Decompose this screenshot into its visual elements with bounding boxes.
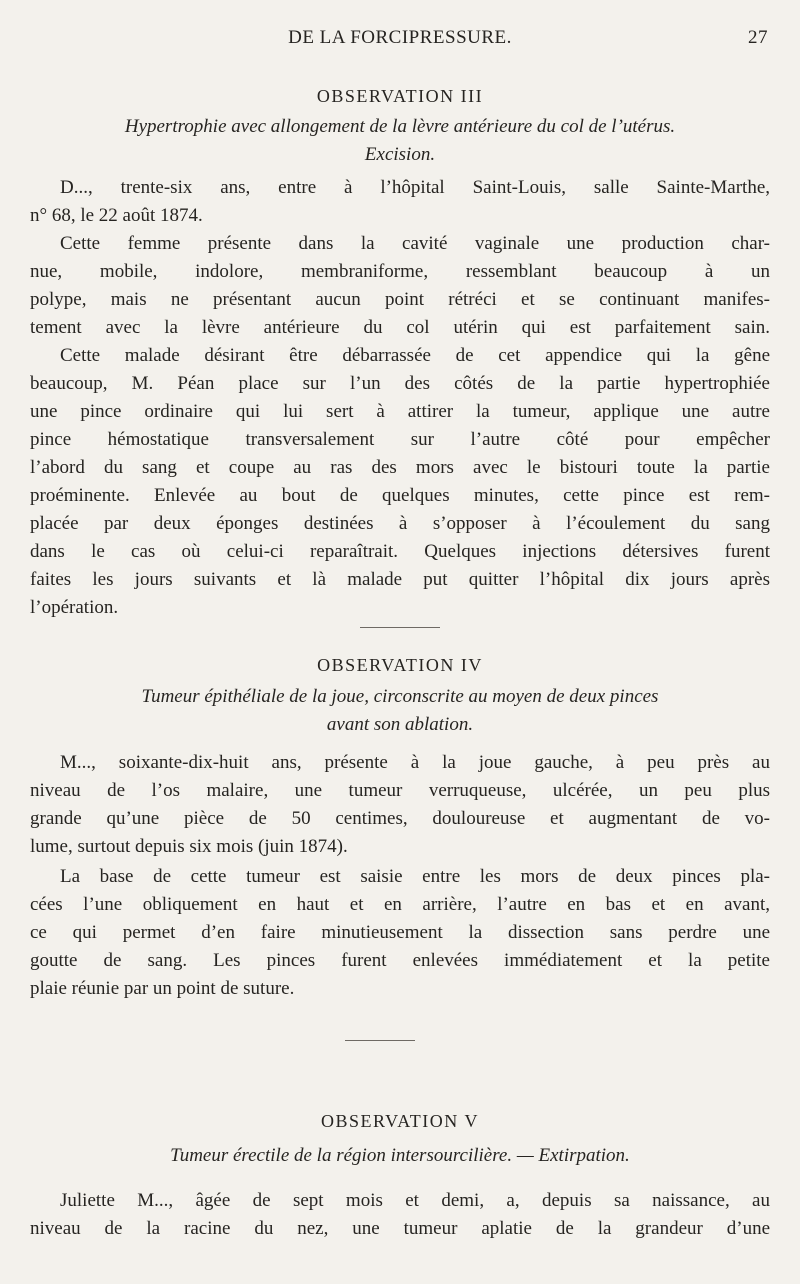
text-line: grande qu’une pièce de 50 centimes, douloureuse et augmentant de vo- [30,808,770,829]
text-line: une pince ordinaire qui lui sert à attirer la tumeur, applique une autre [30,401,770,422]
text-line: D..., trente-six ans, entre à l’hôpital Saint-Louis, salle Sainte-Marthe, [60,177,770,198]
observation-5-title: OBSERVATION V [321,1111,479,1131]
text-line: dans le cas où celui-ci reparaîtrait. Quelques injections détersives furent [30,541,770,562]
text-line: l’opération. [30,597,119,618]
observation-3-subtitle-line: Excision. [364,144,436,165]
text-line: polype, mais ne présentant aucun point rétréci et se continuant manifes- [30,289,770,310]
text-line: tement avec la lèvre antérieure du col utérin qui est parfaitement sain. [30,317,770,338]
text-line: pince hémostatique transversalement sur l’autre côté pour empêcher [30,429,770,450]
text-line: faites les jours suivants et là malade put quitter l’hôpital dix jours après [30,569,770,590]
text-line: placée par deux éponges destinées à s’opposer à l’écoulement du sang [30,513,770,534]
text-line: goutte de sang. Les pinces furent enlevées immédiatement et la petite [30,950,770,971]
text-line: La base de cette tumeur est saisie entre les mors de deux pinces pla- [60,866,770,887]
observation-3-subtitle-line: Hypertrophie avec allongement de la lèvre antérieure du col de l’utérus. [124,116,676,137]
text-line: M..., soixante-dix-huit ans, présente à la joue gauche, à peu près au [60,752,770,773]
running-head-title: DE LA FORCIPRESSURE. [288,27,512,48]
running-head [0,27,800,51]
text-line: nue, mobile, indolore, membraniforme, ressemblant beaucoup à un [30,261,770,282]
text-line: lume, surtout depuis six mois (juin 1874). [30,836,348,857]
text-line: l’abord du sang et coupe au ras des mors avec le bistouri toute la partie [30,457,770,478]
observation-4-subtitle-line: Tumeur épithéliale de la joue, circonscrite au moyen de deux pinces [141,686,659,707]
text-line: ce qui permet d’en faire minutieusement la dissection sans perdre une [30,922,770,943]
text-line: niveau de la racine du nez, une tumeur aplatie de la grandeur d’une [30,1218,770,1239]
section-divider [360,627,440,628]
page-number: 27 [748,27,768,48]
section-divider [345,1040,415,1041]
text-line: niveau de l’os malaire, une tumeur verruqueuse, ulcérée, un peu plus [30,780,770,801]
text-line: Cette femme présente dans la cavité vaginale une production char- [60,233,770,254]
text-line: Cette malade désirant être débarrassée de cet appendice qui la gêne [60,345,770,366]
text-line: beaucoup, M. Péan place sur l’un des côtés de la partie hypertrophiée [30,373,770,394]
observation-3-title: OBSERVATION III [316,86,484,106]
text-line: proéminente. Enlevée au bout de quelques minutes, cette pince est rem- [30,485,770,506]
observation-4-subtitle-line: avant son ablation. [326,714,474,735]
text-line: n° 68, le 22 août 1874. [30,205,203,226]
observation-5-subtitle: Tumeur érectile de la région intersourcilière. — Extirpation. [170,1145,630,1166]
text-line: Juliette M..., âgée de sept mois et demi, a, depuis sa naissance, au [60,1190,770,1211]
text-line: plaie réunie par un point de suture. [30,978,295,999]
observation-4-title: OBSERVATION IV [317,655,483,675]
text-line: cées l’une obliquement en haut et en arrière, l’autre en bas et en avant, [30,894,770,915]
